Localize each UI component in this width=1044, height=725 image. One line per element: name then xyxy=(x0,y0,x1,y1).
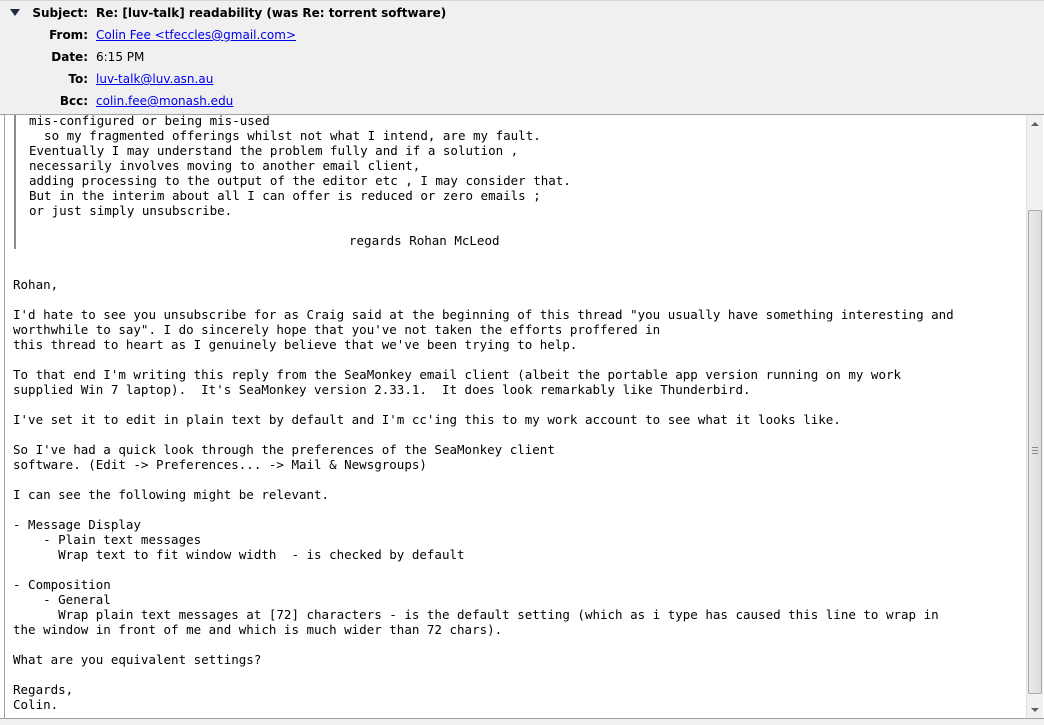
date-row xyxy=(0,47,1044,67)
scroll-up-arrow-icon[interactable] xyxy=(1027,115,1043,132)
vertical-scrollbar[interactable] xyxy=(1026,115,1043,718)
subject-value: Re: [luv-talk] readability (was Re: torrent software) xyxy=(96,6,447,20)
bcc-link[interactable]: colin.fee@monash.edu xyxy=(96,94,234,108)
subject-row xyxy=(0,3,1044,23)
message-text: Rohan, I'd hate to see you unsubscribe for as Craig said at the beginning of this thread "you usually have something interesting and worthwhile to say". I do sincerely hope that you've not taken the efforts proffered in this thread to heart as I genuinely believe that we've been trying to help. To that end I'm writing this reply from the SeaMonkey email client (albeit the portable app version running on my work supplied Win 7 laptop). It's SeaMonkey version 2.33.1. It does look remarkably like Thunderbird. I've set it to edit in plain text by default and I'm cc'ing this to my work account to see what it looks like. So I've had a quick look through the preferences of the SeaMonkey client software. (Edit -> Preferences... -> Mail & Newsgroups) I can see the following might be relevant. - Message Display - Plain text messages Wrap text to fit window width - is checked by default - Composition - General Wrap plain text messages at [72] characters - is the default setting (which as i type has caused this line to wrap in the window in front of me and which is much wider than 72 chars). What are you equivalent settings? Regards, Colin. xyxy=(13,277,954,712)
date-label: Date: xyxy=(51,50,88,64)
scroll-down-arrow-icon[interactable] xyxy=(1027,701,1043,718)
bcc-label: Bcc: xyxy=(59,94,88,108)
date-value: 6:15 PM xyxy=(96,50,145,64)
subject-label: Subject: xyxy=(32,6,88,20)
bcc-row xyxy=(0,91,1044,111)
scrollbar-thumb[interactable] xyxy=(1028,210,1042,694)
quoted-signature: regards Rohan McLeod xyxy=(349,233,500,248)
quoted-block xyxy=(14,115,1016,249)
thumb-grip xyxy=(1032,447,1038,454)
from-row xyxy=(0,25,1044,45)
header-top-divider xyxy=(0,0,1044,1)
window-bottom-edge xyxy=(0,718,1044,725)
message-header-pane xyxy=(0,0,1044,115)
quoted-text: mis-configured or being mis-used so my fragmented offerings whilst not what I intend, are my fault. Eventually I may understand the problem fully and if a solution , necessarily involves moving to another email client, adding processing to the output of the editor etc , I may consider that. But in the interim about all I can offer is reduced or zero emails ; or just simply unsubscribe. xyxy=(29,115,571,218)
to-link[interactable]: luv-talk@luv.asn.au xyxy=(96,72,214,86)
message-body-pane[interactable] xyxy=(4,115,1040,718)
from-link[interactable]: Colin Fee <tfeccles@gmail.com> xyxy=(96,28,296,42)
to-label: To: xyxy=(68,72,88,86)
from-label: From: xyxy=(49,28,88,42)
to-row xyxy=(0,69,1044,89)
